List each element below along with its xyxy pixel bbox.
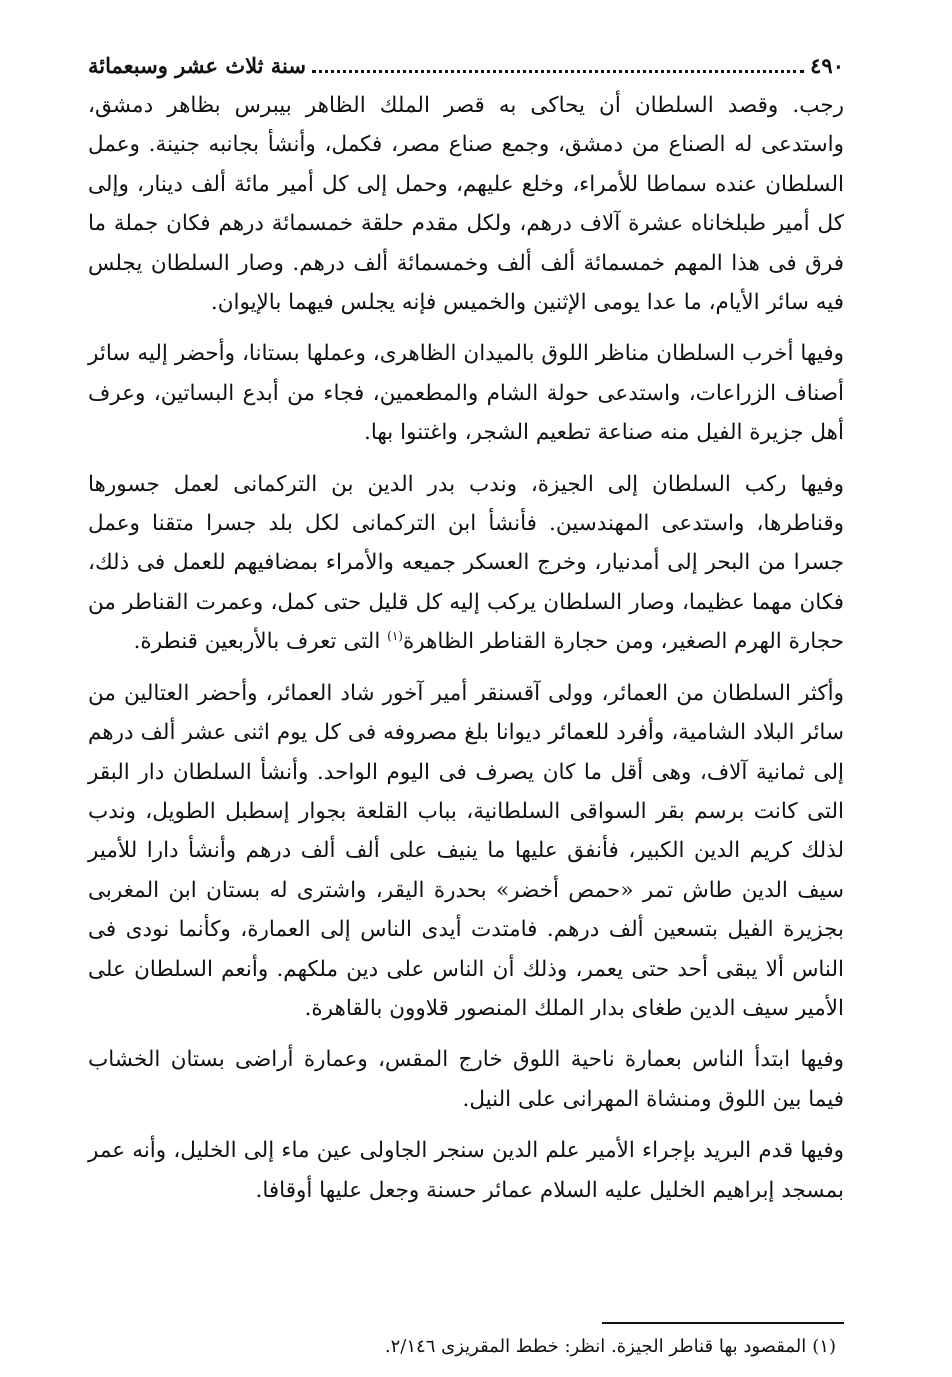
footnote-text: المقصود بها قناطر الجيزة. انظر: خطط المقريزى ٢/١٤٦. bbox=[384, 1336, 807, 1357]
paragraph-3-text-after: التى تعرف بالأربعين قنطرة. bbox=[133, 629, 388, 655]
footnote-mark: (١) bbox=[812, 1336, 836, 1357]
paragraph-4: وأكثر السلطان من العمائر، وولى آقسنقر أمير آخور شاد العمائر، وأحضر العتالين من سائر البلاد الشامية، وأفرد للعمائر ديوانا بلغ مصروفه فى كل يوم اثنى عشر ألف درهم إلى ثمانية آلاف، وهى أقل ما كان يصرف فى اليوم الواحد. وأنشأ السلطان دار البقر التى كانت برسم بقر السواقى السلطانية، بباب القلعة بجوار إسطبل الطويل، وندب لذلك كريم الدين الكبير، فأنفق عليها ما ينيف على ألف ألف درهم وأنشأ دارا للأمير سيف الدين طاش تمر «حمص أخضر» بحدرة اليقر، واشترى له بستان ابن المغربى بجزيرة الفيل بتسعين ألف درهم. فامتدت أيدى الناس إلى العمارة، وكأنما نودى فى الناس ألا يبقى أحد حتى يعمر، وذلك أن الناس على دين ملكهم. وأنعم السلطان على الأمير سيف الدين طغاى بدار الملك المنصور قلاوون بالقاهرة. bbox=[88, 680, 844, 1021]
paragraph-2: وفيها أخرب السلطان مناظر اللوق بالميدان الظاهرى، وعملها بستانا، وأحضر إليه سائر أصناف الزراعات، واستدعى حولة الشام والمطعمين، فجاء من أبدع البساتين، وعرف أهل جزيرة الفيل منه صناعة تطعيم الشجر، واغتنوا بها. bbox=[88, 341, 844, 446]
footnote-separator bbox=[602, 1322, 844, 1324]
header-leader-dots bbox=[312, 70, 804, 73]
footnote bbox=[88, 1332, 836, 1362]
paragraph-5: وفيها ابتدأ الناس بعمارة ناحية اللوق خارج المقس، وعمارة أراضى بستان الخشاب فيما بين اللوق ومنشاة المهرانى على النيل. bbox=[88, 1047, 844, 1112]
footnote-reference[interactable]: (١) bbox=[387, 629, 403, 644]
chapter-title: سنة ثلاث عشر وسبعمائة bbox=[88, 53, 306, 78]
paragraph-6: وفيها قدم البريد بإجراء الأمير علم الدين سنجر الجاولى عين ماء إلى الخليل، وأنه عمر بمسجد إبراهيم الخليل عليه السلام عمائر حسنة وجعل عليها أوقافا. bbox=[88, 1138, 844, 1203]
paragraph-1: رجب. وقصد السلطان أن يحاكى به قصر الملك الظاهر بيبرس بظاهر دمشق، واستدعى له الصناع من دمشق، وجمع صناع مصر، فكمل، وأنشأ بجانبه جنينة. وعمل السلطان عنده سماطا للأمراء، وخلع عليهم، وحمل إلى كل أمير مائة ألف دينار، وإلى كل أمير طبلخاناه عشرة آلاف درهم، ولكل مقدم حلقة خمسمائة درهم فكان جملة ما فرق فى هذا المهم خمسمائة ألف ألف وخمسمائة ألف درهم. وصار السلطان يجلس فيه سائر الأيام، ما عدا يومى الإثنين والخميس فإنه يجلس فيهما بالإيوان. bbox=[88, 93, 844, 316]
paragraph-3 bbox=[88, 465, 844, 662]
body-text bbox=[88, 86, 844, 1222]
page-number: ٤٩٠ bbox=[810, 53, 844, 78]
running-header bbox=[88, 40, 844, 80]
paragraph-3-text: وفيها ركب السلطان إلى الجيزة، وندب بدر الدين بن التركمانى لعمل جسورها وقناطرها، واستدعى المهندسين. فأنشأ ابن التركمانى لكل بلد جسرا متقنا وعمل جسرا من البحر إلى أمدنيار، وخرج العسكر جميعه والأمراء بمضافيهم للعمل فى ذلك، فكان مهما عظيما، وصار السلطان يركب إليه كل قليل حتى كمل، وعمرت القناطر من حجارة الهرم الصغير، ومن حجارة القناطر الظاهرة bbox=[88, 471, 844, 655]
